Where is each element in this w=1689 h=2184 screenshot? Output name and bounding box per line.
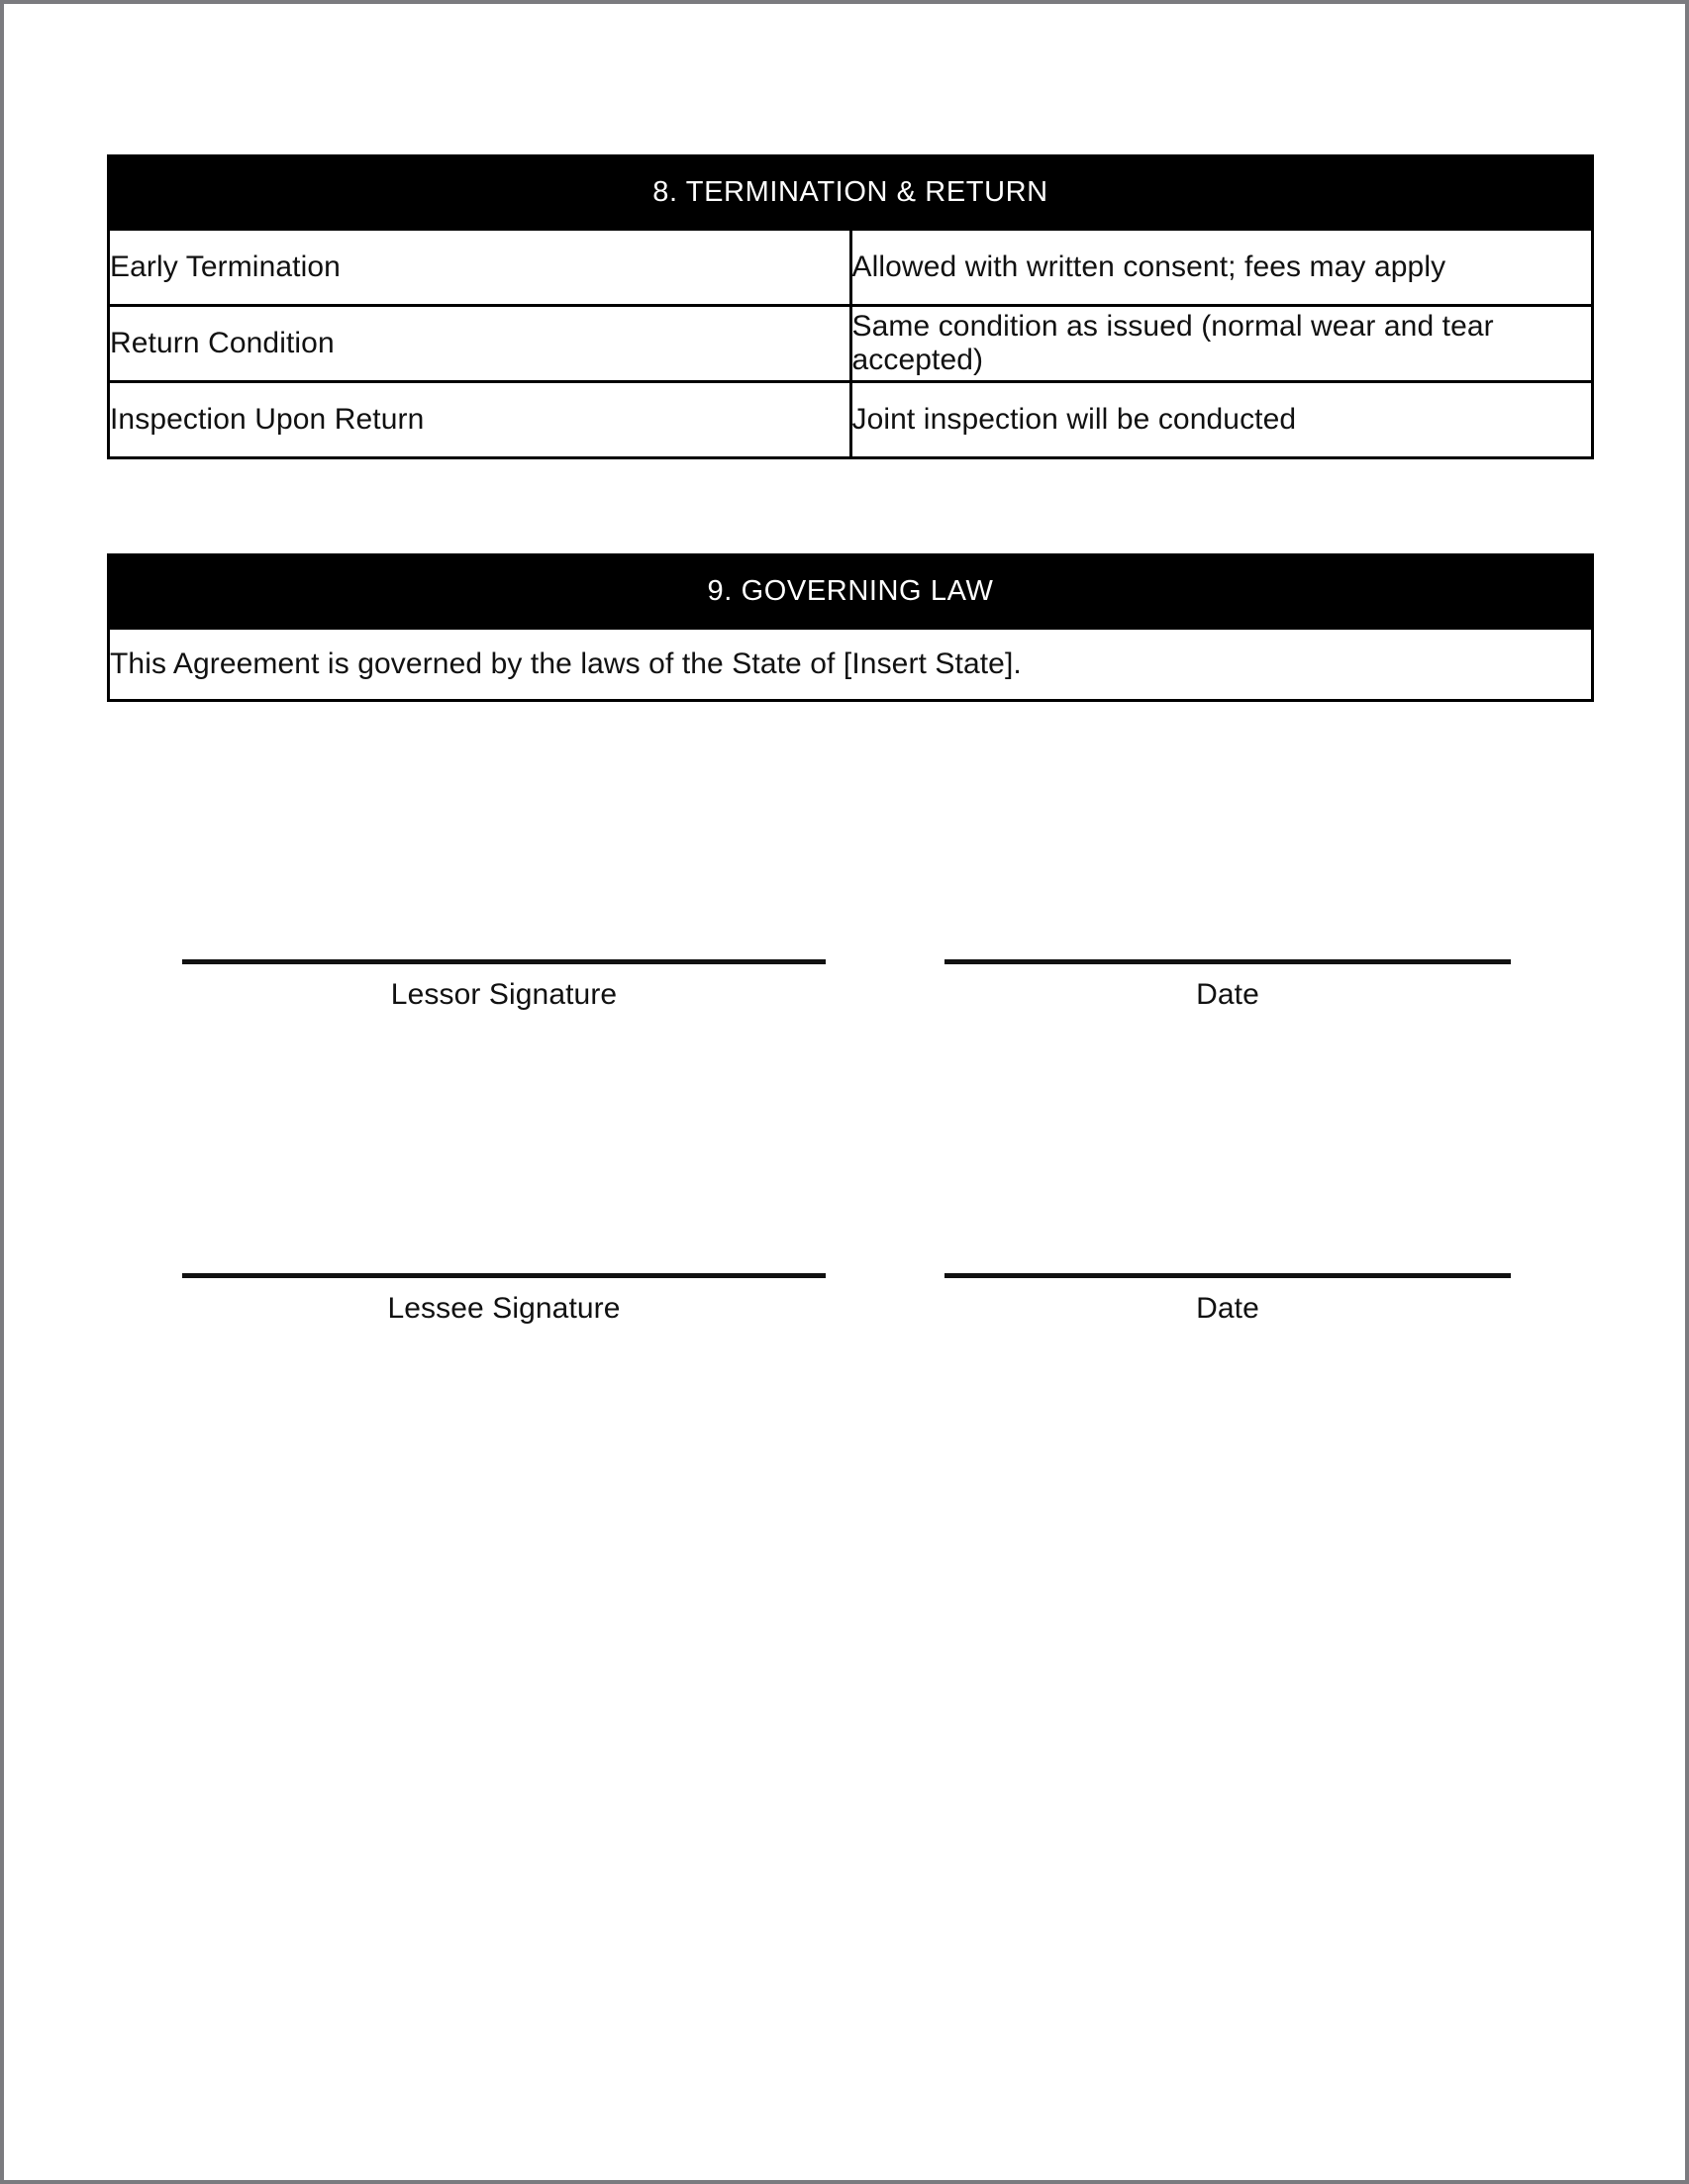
- row-label-return-condition: Return Condition: [109, 306, 851, 382]
- lessor-date-field[interactable]: [944, 959, 1511, 1012]
- lessee-signature-field[interactable]: [182, 1273, 826, 1326]
- table-row: [109, 382, 1593, 458]
- page-content: [4, 4, 1685, 2180]
- governing-law-table: [107, 553, 1594, 702]
- lessor-signature-field[interactable]: [182, 959, 826, 1012]
- row-value-inspection-upon-return: Joint inspection will be conducted: [850, 382, 1593, 458]
- termination-and-return-table: [107, 154, 1594, 459]
- row-label-early-termination: Early Termination: [109, 230, 851, 306]
- lessor-date-caption: Date: [1196, 978, 1259, 1011]
- table-header-row: [109, 555, 1593, 629]
- lessee-signature-caption: Lessee Signature: [387, 1292, 621, 1325]
- lessor-signature-line[interactable]: [182, 959, 826, 964]
- table-header-row: [109, 156, 1593, 230]
- lessor-signature-caption: Lessor Signature: [390, 978, 618, 1011]
- row-value-early-termination: Allowed with written consent; fees may apply: [850, 230, 1593, 306]
- section-heading-termination: 8. TERMINATION & RETURN: [109, 156, 1593, 230]
- section-heading-governing-law: 9. GOVERNING LAW: [109, 555, 1593, 629]
- table-row: [109, 306, 1593, 382]
- lessee-date-caption: Date: [1196, 1292, 1259, 1325]
- lessee-signature-line[interactable]: [182, 1273, 826, 1278]
- table-row: [109, 629, 1593, 701]
- lessee-date-line[interactable]: [944, 1273, 1511, 1278]
- governing-law-body-text: This Agreement is governed by the laws of the State of [Insert State].: [109, 629, 1593, 701]
- lessor-date-line[interactable]: [944, 959, 1511, 964]
- row-value-return-condition: Same condition as issued (normal wear and tear accepted): [850, 306, 1593, 382]
- lessee-date-field[interactable]: [944, 1273, 1511, 1326]
- table-row: [109, 230, 1593, 306]
- row-label-inspection-upon-return: Inspection Upon Return: [109, 382, 851, 458]
